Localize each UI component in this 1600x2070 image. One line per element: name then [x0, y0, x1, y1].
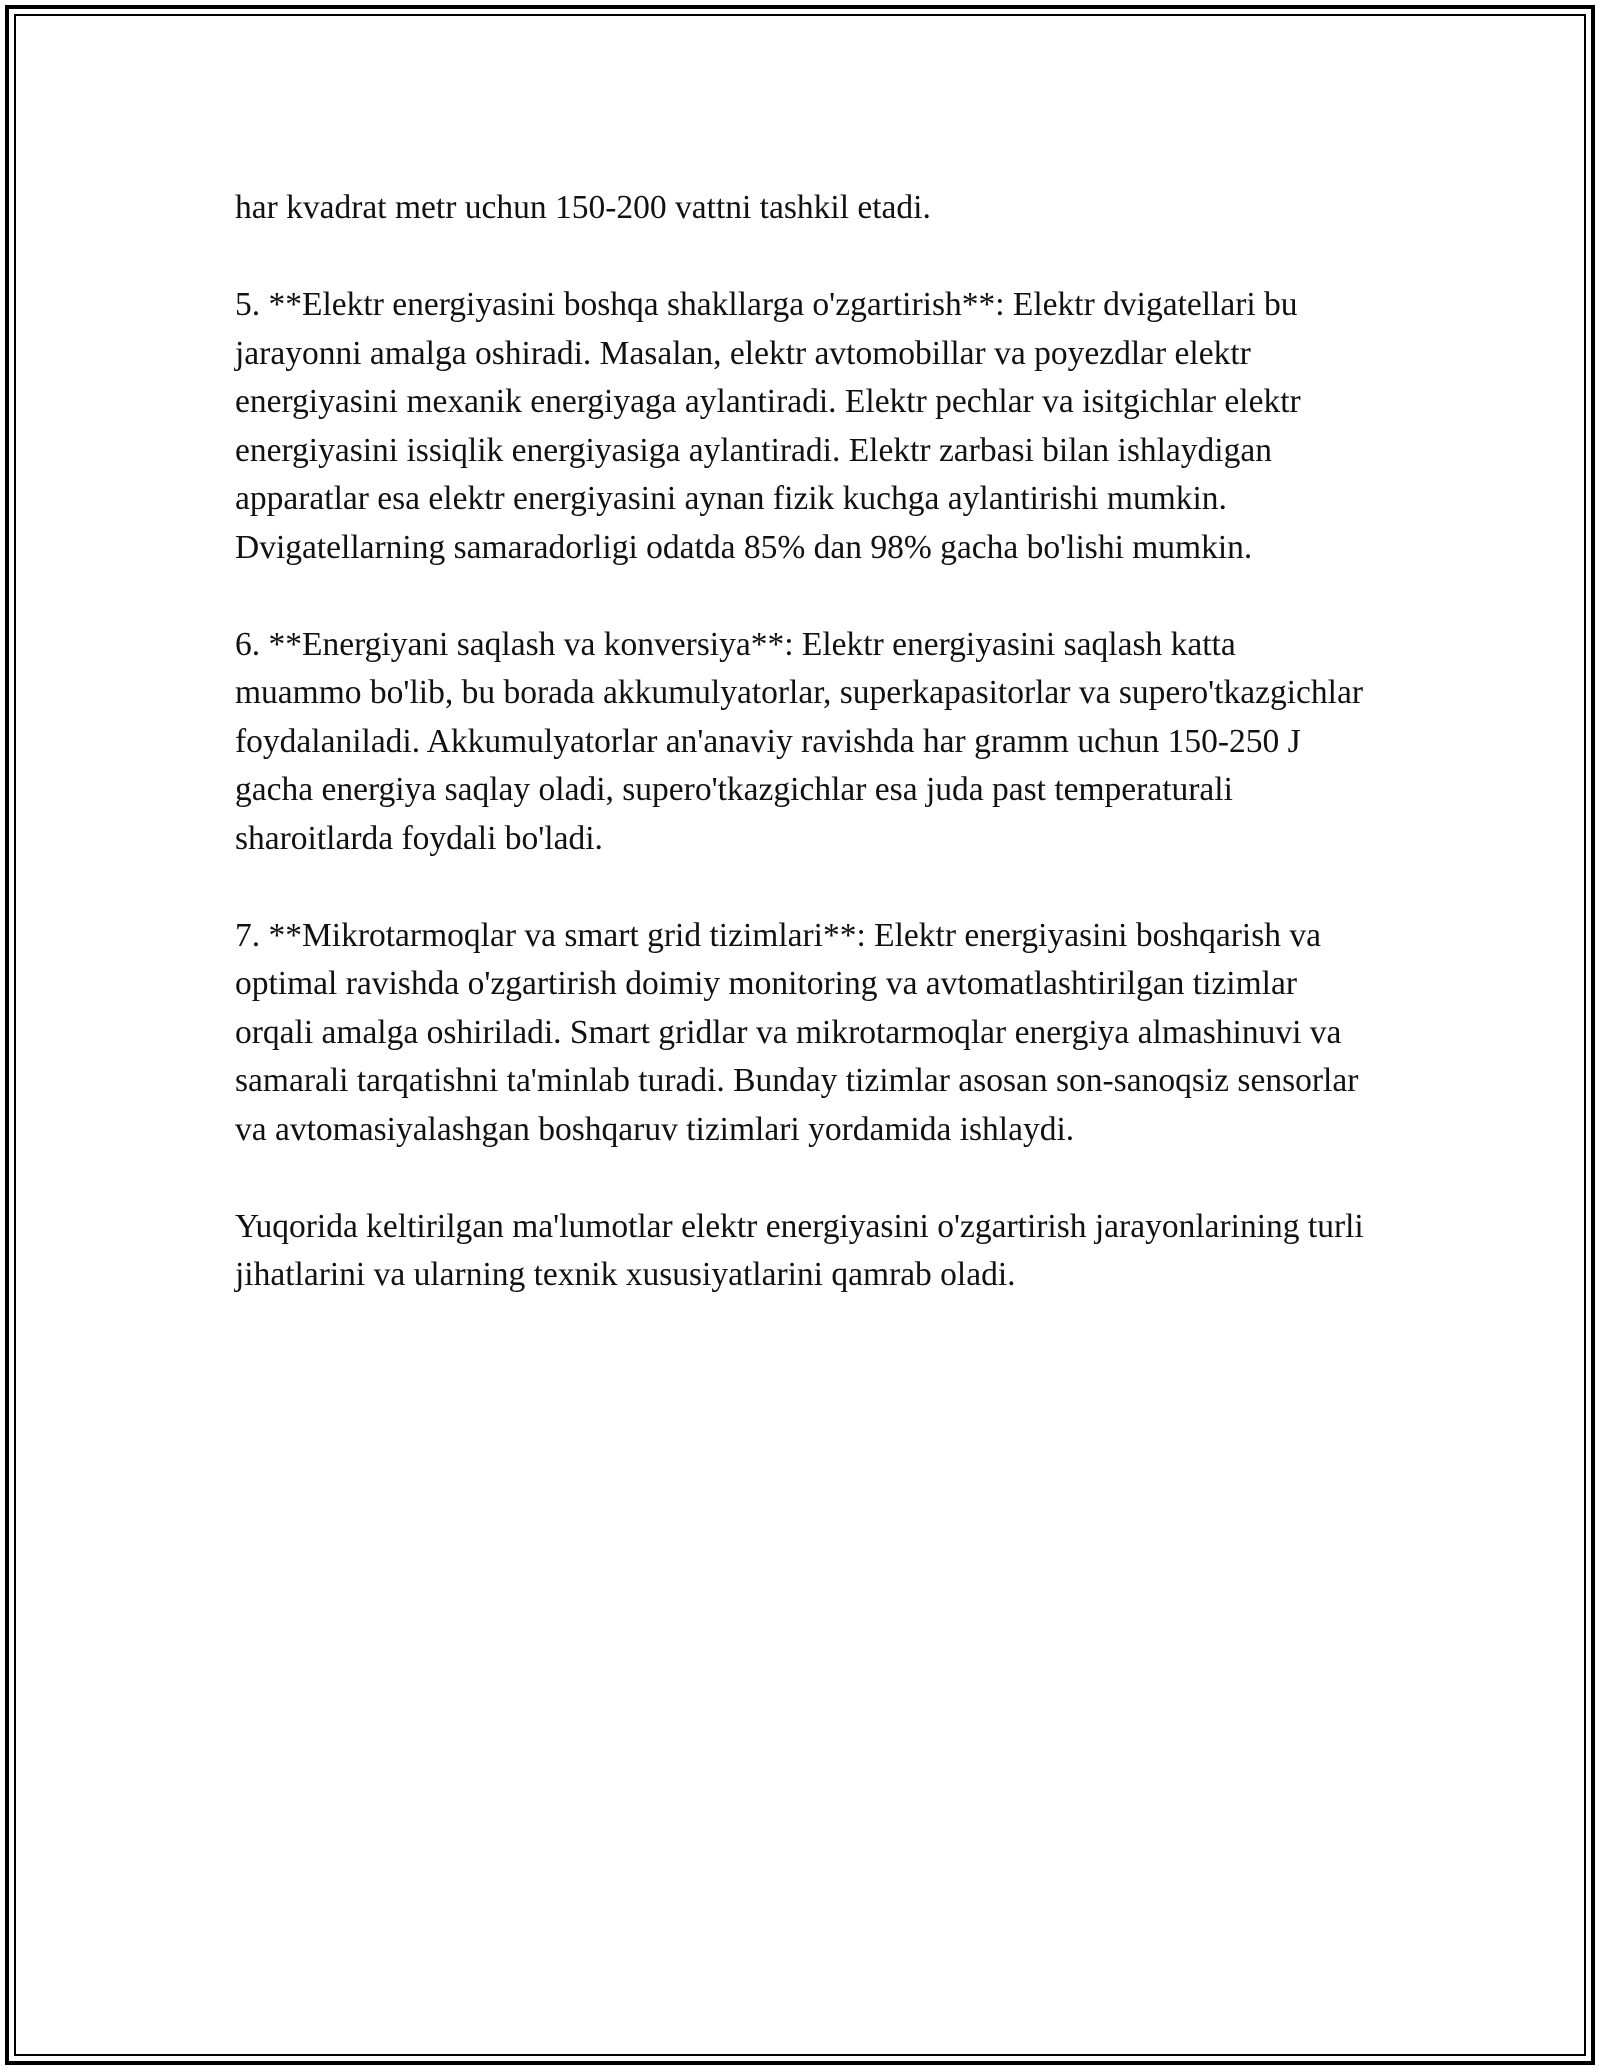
paragraph-item-6: 6. **Energiyani saqlash va konversiya**: Elektr energiyasini saqlash katta muammo bo'lib, bu borada akkumulyatorlar, superkapasitorlar va supero'tkazgichlar foydalaniladi. Akkumulyatorlar an'anaviy ravishda har gramm uchun 150-250 J gacha energiya saqlay oladi, supero'tkazgichlar esa juda past temperaturali sharoitlarda foydali bo'ladi. [235, 625, 1363, 857]
paragraph-continuation: har kvadrat metr uchun 150-200 vattni tashkil etadi. [235, 189, 931, 226]
document-body [235, 184, 1365, 1300]
paragraph-item-5: 5. **Elektr energiyasini boshqa shakllarga o'zgartirish**: Elektr dvigatellari bu jarayonni amalga oshiradi. Masalan, elektr avtomobillar va poyezdlar elektr energiyasini mexanik energiyaga aylantiradi. Elektr pechlar va isitgichlar elektr energiyasini issiqlik energiyasiga aylantiradi. Elektr zarbasi bilan ishlaydigan apparatlar esa elektr energiyasini aynan fizik kuchga aylantirishi mumkin. Dvigatellarning samaradorligi odatda 85% dan 98% gacha bo'lishi mumkin. [235, 286, 1301, 566]
paragraph-conclusion: Yuqorida keltirilgan ma'lumotlar elektr energiyasini o'zgartirish jarayonlarining turli jihatlarini va ularning texnik xususiyatlarini qamrab oladi. [235, 1207, 1364, 1293]
paragraph-item-7: 7. **Mikrotarmoqlar va smart grid tizimlari**: Elektr energiyasini boshqarish va optimal ravishda o'zgartirish doimiy monitoring va avtomatlashtirilgan tizimlar orqali amalga oshiriladi. Smart gridlar va mikrotarmoqlar energiya almashinuvi va samarali tarqatishni ta'minlab turadi. Bunday tizimlar asosan son-sanoqsiz sensorlar va avtomasiyalashgan boshqaruv tizimlari yordamida ishlaydi. [235, 916, 1359, 1148]
